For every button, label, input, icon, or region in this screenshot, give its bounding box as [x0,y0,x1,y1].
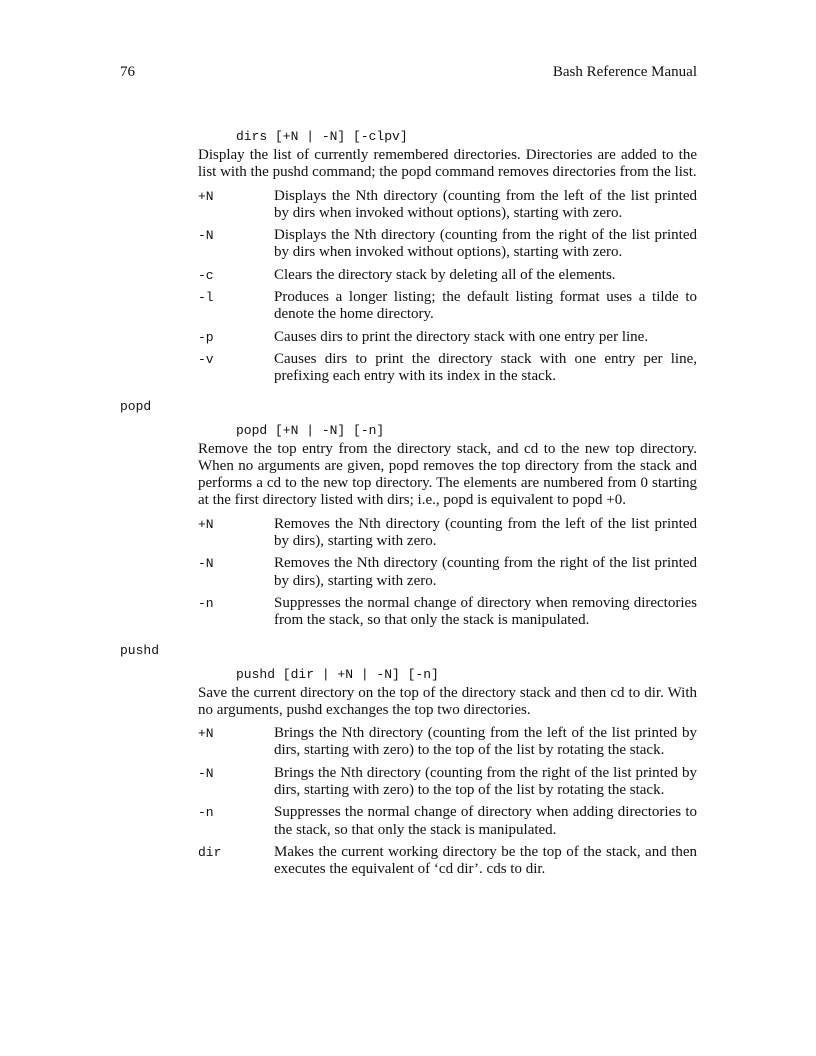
pushd-option [198,765,697,800]
option-text: Displays the Nth directory (counting from the left of the list printed by dirs when invoked without options), starting with zero. [274,187,697,221]
popd-option [198,555,697,590]
pushd-synopsis: pushd [dir | +N | -N] [-n] [236,666,439,682]
popd-synopsis: popd [+N | -N] [-n] [236,422,385,438]
dirs-option [198,351,697,386]
option-text: Removes the Nth directory (counting from the left of the list printed by dirs), starting with zero. [274,515,697,550]
pushd-option [198,725,697,760]
option-text: Removes the Nth directory (counting from the right of the list printed by dirs), starting with zero. [274,555,697,589]
popd-heading: popd [120,398,152,414]
option-flag: +N [198,726,214,742]
dirs-description: Display the list of currently remembered directories. Directories are added to the list with the pushd command; the popd command removes directories from the list. [198,147,697,181]
running-title: Bash Reference Manual [552,64,697,80]
option-text: Causes dirs to print the directory stack with one entry per line. [274,328,649,345]
option-flag: -p [198,329,214,345]
option-text: Brings the Nth directory (counting from the left of the list printed by dirs, starting with zero) to the top of the list by rotating the stack. [274,725,697,759]
page-content [120,128,697,884]
dirs-option [198,289,697,324]
option-text: Produces a longer listing; the default listing format uses a tilde to denote the home directory. [274,289,697,323]
option-text: Suppresses the normal change of directory when adding directories to the stack, so that only the stack is manipulated. [274,804,697,838]
dirs-option [198,227,697,262]
dirs-option [198,188,697,223]
option-flag: -n [198,595,214,611]
pushd-option [198,844,697,879]
option-flag: dir [198,844,222,860]
pushd-heading: pushd [120,642,160,658]
option-text: Displays the Nth directory (counting from the right of the list printed by dirs when invoked without options), starting with zero. [274,227,697,261]
pushd-description: Save the current directory on the top of the directory stack and then cd to dir. With no arguments, pushd exchanges the top two directories. [198,684,697,718]
option-flag: +N [198,516,214,532]
popd-description: Remove the top entry from the directory stack, and cd to the new top directory. When no arguments are given, popd removes the top directory from the stack and performs a cd to the new top directory. The elements are numbered from 0 starting at the first directory listed with dirs; i.e., popd is equivalent to popd +0. [198,440,697,509]
popd-option [198,595,697,630]
option-text: Causes dirs to print the directory stack with one entry per line, prefixing each entry with its index in the stack. [274,350,697,385]
dirs-option [198,267,697,284]
option-flag: -n [198,805,214,821]
option-flag: -N [198,556,214,572]
page-header [120,64,697,81]
option-flag: -c [198,267,214,283]
dirs-synopsis: dirs [+N | -N] [-clpv] [236,129,408,144]
option-text: Makes the current working directory be the top of the stack, and then executes the equivalent of ‘cd dir’. cds to dir. [274,843,697,878]
option-flag: -l [198,290,214,306]
option-text: Clears the directory stack by deleting all of the elements. [274,266,616,283]
pushd-option [198,804,697,839]
option-flag: -N [198,765,214,781]
option-flag: +N [198,188,214,204]
option-flag: -v [198,351,214,367]
page-number: 76 [120,64,135,80]
option-flag: -N [198,228,214,244]
option-text: Suppresses the normal change of directory when removing directories from the stack, so that only the stack is manipulated. [274,594,697,629]
popd-option [198,516,697,551]
dirs-option [198,329,697,346]
option-text: Brings the Nth directory (counting from the right of the list printed by dirs, starting with zero) to the top of the list by rotating the stack. [274,764,697,799]
